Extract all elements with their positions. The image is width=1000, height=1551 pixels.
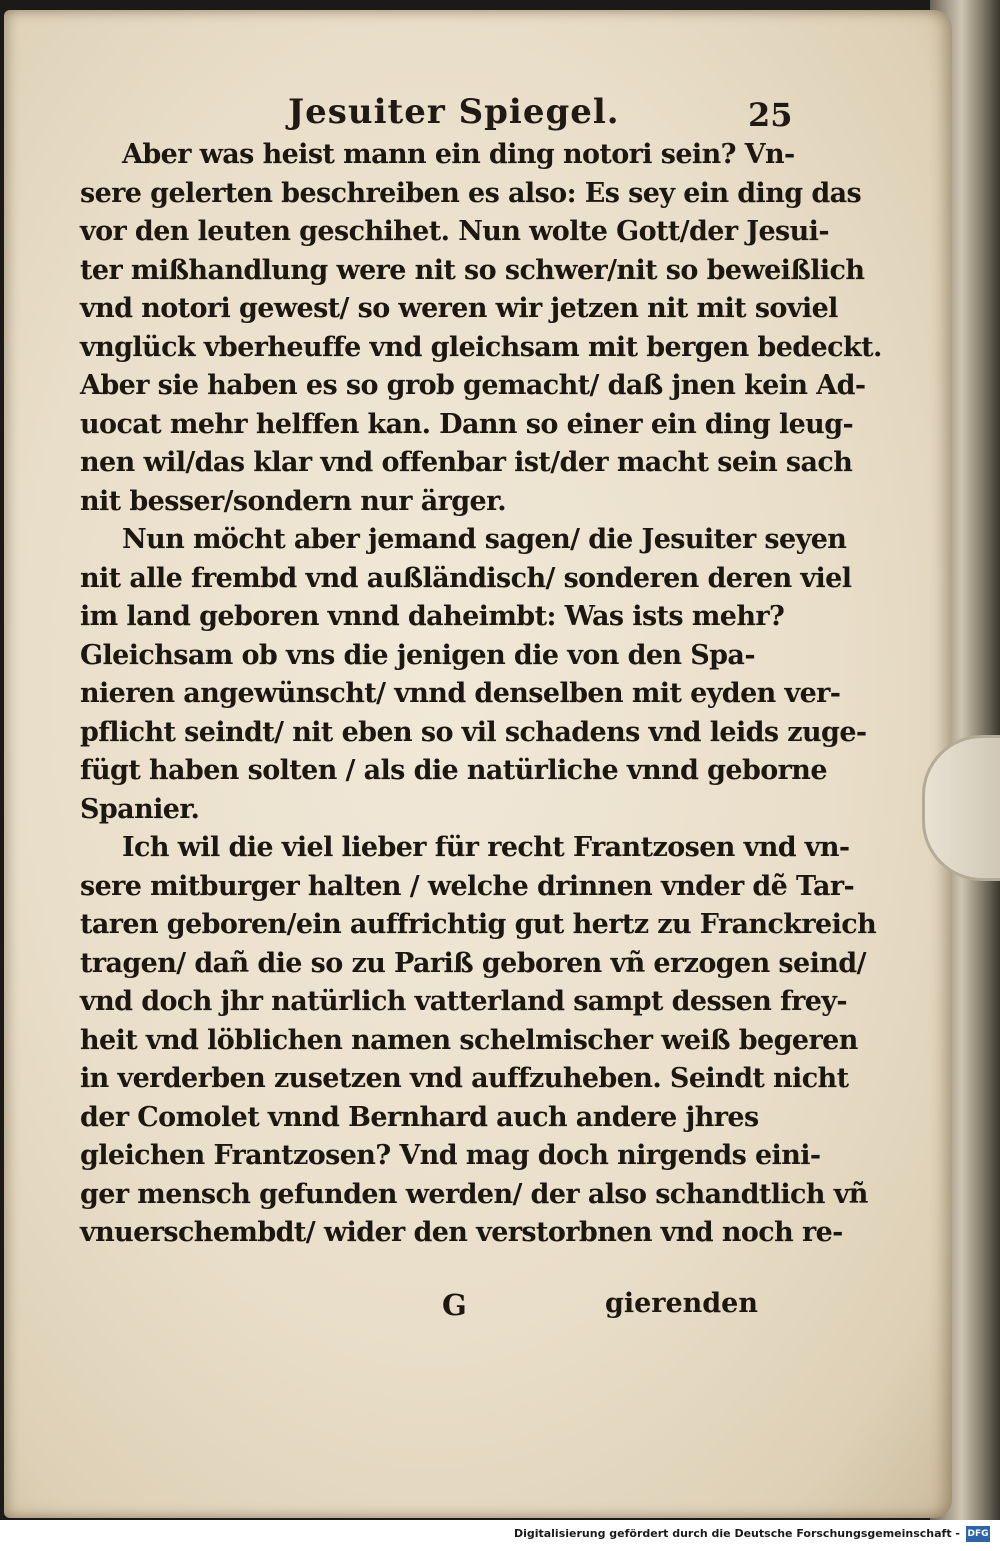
text-line: vnglück vberheuffe vnd gleichsam mit bergen bedeckt. [80,331,882,363]
text-line: sere gelerten beschreiben es also: Es sey ein ding das [80,177,862,209]
text-line: der Comolet vnnd Bernhard auch andere jhres [80,1101,759,1133]
text-line: nen wil/das klar vnd offenbar ist/der macht sein sach [80,447,853,478]
text-line: Nun möcht aber jemand sagen/ die Jesuiter seyen [122,524,847,555]
page-header [0,92,1000,142]
text-line: vnd notori gewest/ so weren wir jetzen nit mit soviel [80,293,838,324]
signature-mark: G [442,1288,467,1322]
funding-credit: Digitalisierung gefördert durch die Deutsche Forschungsgemeinschaft - [513,1527,960,1540]
text-line: Aber was heist mann ein ding notori sein? Vn- [122,139,795,170]
text-line: fügt haben solten / als die natürliche vnnd geborne [80,755,827,786]
text-line: tragen/ dañ die so zu Pariß geboren vñ erzogen seind/ [80,947,866,979]
text-line: Gleichsam ob vns die jenigen die von den Spa- [80,639,755,671]
text-line: Ich wil die viel lieber für recht Frantzosen vnd vn- [122,832,850,863]
text-line: ter mißhandlung were nit so schwer/nit so beweißlich [80,254,865,286]
catchline [80,1288,780,1328]
page-number: 25 [748,96,793,134]
text-line: ger mensch gefunden werden/ der also schandtlich vñ [80,1178,868,1210]
text-line: Spanier. [80,793,200,825]
text-line: in verderben zusetzen vnd auffzuheben. Seindt nicht [80,1063,849,1094]
text-line: vnuerschembdt/ wider den verstorbnen vnd noch re- [80,1217,843,1248]
text-line: nieren angewünscht/ vnnd denselben mit eyden ver- [80,678,841,709]
text-line: im land geboren vnnd daheimbt: Was ists mehr? [80,601,785,632]
text-line: vnd doch jhr natürlich vatterland sampt dessen frey- [80,986,848,1017]
text-line: gleichen Frantzosen? Vnd mag doch nirgends eini- [80,1140,821,1171]
text-line: pflicht seindt/ nit eben so vil schadens vnd leids zuge- [80,716,867,748]
text-line: Aber sie haben es so grob gemacht/ daß jnen kein Ad- [80,370,866,401]
text-line: sere mitburger halten / welche drinnen vnder dẽ Tar- [80,870,855,902]
text-line: uocat mehr helffen kan. Dann so einer ein ding leug- [80,408,854,440]
text-line: heit vnd löblichen namen schelmischer weiß begeren [80,1024,858,1056]
digitization-footer [0,1520,1000,1551]
text-line: taren geboren/ein auffrichtig gut hertz zu Franckreich [80,909,877,940]
text-line: nit alle frembd vnd außländisch/ sonderen deren viel [80,562,852,594]
dfg-logo-icon: DFG [966,1526,990,1542]
body-text [80,136,882,1253]
text-line: vor den leuten geschihet. Nun wolte Gott/der Jesui- [80,216,829,247]
catchword: gierenden [604,1288,758,1319]
text-line: nit besser/sondern nur ärger. [80,485,507,517]
running-title: Jesuiter Spiegel. [288,92,620,132]
